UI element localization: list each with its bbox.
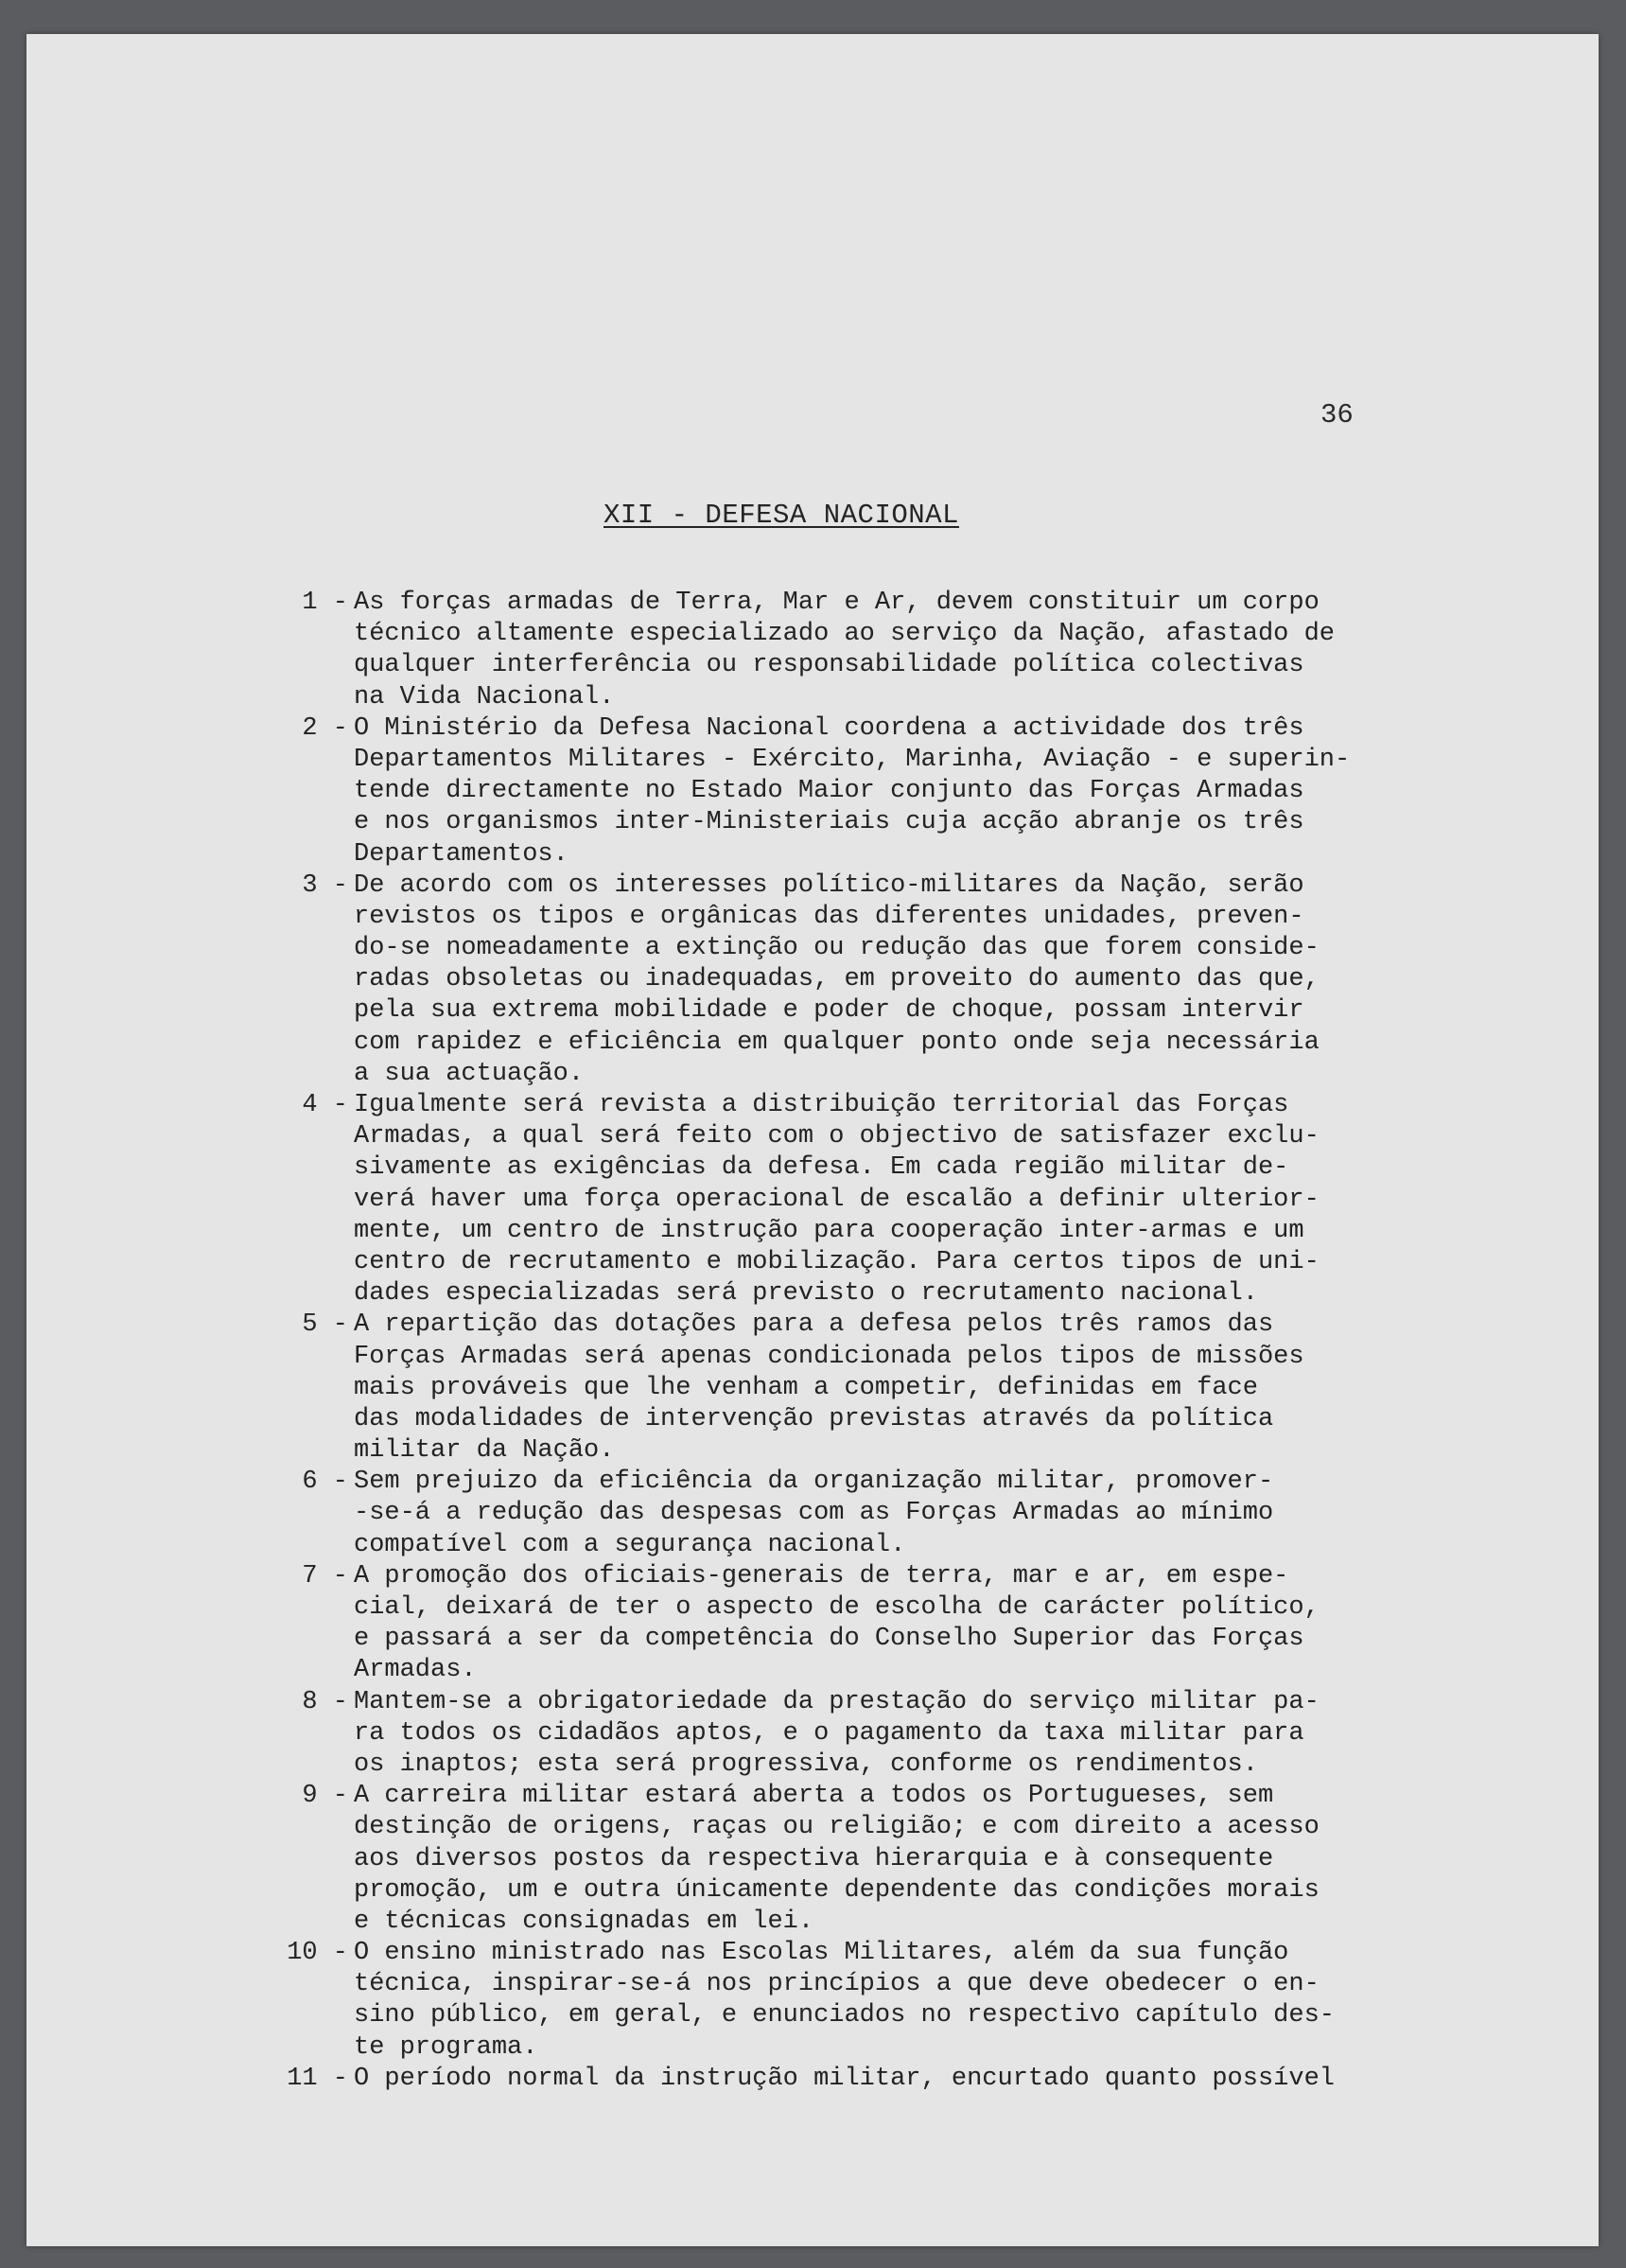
text-line: cial, deixará de ter o aspecto de escolha de carácter político, xyxy=(354,1593,1320,1622)
text-line: A promoção dos oficiais-generais de terra, mar e ar, em espe- xyxy=(354,1561,1289,1591)
list-item xyxy=(26,588,1599,713)
text-line: compatível com a segurança nacional. xyxy=(354,1530,906,1559)
list-item xyxy=(26,1687,1599,1782)
item-text xyxy=(354,1687,1599,1782)
text-line: revistos os tipos e orgânicas das diferentes unidades, preven- xyxy=(354,902,1304,931)
text-line: Sem prejuizo da eficiência da organização militar, promover- xyxy=(354,1468,1274,1497)
list-item xyxy=(26,1781,1599,1938)
item-number: 4 - xyxy=(302,1091,348,1119)
text-line: pela sua extrema mobilidade e poder de choque, possam intervir xyxy=(354,996,1304,1026)
text-line: promoção, um e outra únicamente dependente das condições morais xyxy=(354,1875,1320,1905)
text-line: Igualmente será revista a distribuição territorial das Forças xyxy=(354,1091,1289,1119)
list-item xyxy=(26,1467,1599,1561)
text-line: sino público, em geral, e enunciados no respectivo capítulo des- xyxy=(354,2001,1335,2031)
item-text xyxy=(354,1561,1599,1687)
text-line: Departamentos Militares - Exército, Marinha, Aviação - e superin- xyxy=(354,745,1351,774)
item-text xyxy=(354,1090,1599,1310)
text-line: radas obsoletas ou inadequadas, em proveito do aumento das que, xyxy=(354,965,1320,994)
text-line: centro de recrutamento e mobilização. Para certos tipos de uni- xyxy=(354,1247,1320,1276)
item-text xyxy=(354,1467,1599,1561)
text-line: verá haver uma força operacional de escalão a definir ulterior- xyxy=(354,1185,1320,1214)
text-line: ra todos os cidadãos aptos, e o pagamento da taxa militar para xyxy=(354,1718,1304,1748)
text-line: Mantem-se a obrigatoriedade da prestação do serviço militar pa- xyxy=(354,1687,1320,1716)
item-number: 8 - xyxy=(302,1687,348,1716)
text-line: O ensino ministrado nas Escolas Militares, além da sua função xyxy=(354,1939,1289,1968)
text-line: O Ministério da Defesa Nacional coordena a actividade dos três xyxy=(354,713,1304,743)
text-line: técnica, inspirar-se-á nos princípios a que deve obedecer o en- xyxy=(354,1970,1320,1999)
item-number: 6 - xyxy=(302,1468,348,1497)
list-item xyxy=(26,2064,1599,2095)
text-line: destinção de origens, raças ou religião; e com direito a acesso xyxy=(354,1813,1320,1842)
numbered-list xyxy=(26,588,1599,2095)
item-number: 7 - xyxy=(302,1561,348,1591)
item-text xyxy=(354,1310,1599,1467)
item-number: 5 - xyxy=(302,1310,348,1340)
text-line: a sua actuação. xyxy=(354,1059,585,1088)
list-item xyxy=(26,1090,1599,1310)
text-line: e nos organismos inter-Ministeriais cuja acção abranje os três xyxy=(354,808,1304,837)
text-line: A carreira militar estará aberta a todos os Portugueses, sem xyxy=(354,1782,1274,1811)
list-item xyxy=(26,1938,1599,2064)
text-line: Armadas. xyxy=(354,1656,477,1685)
text-line: com rapidez e eficiência em qualquer ponto onde seja necessária xyxy=(354,1028,1320,1057)
text-line: te programa. xyxy=(354,2032,538,2062)
item-number: 10 - xyxy=(287,1939,348,1968)
text-line: sivamente as exigências da defesa. Em cada região militar de- xyxy=(354,1153,1289,1183)
text-line: tende directamente no Estado Maior conjunto das Forças Armadas xyxy=(354,777,1304,806)
text-line: -se-á a redução das despesas com as Forças Armadas ao mínimo xyxy=(354,1499,1274,1528)
text-line: Departamentos. xyxy=(354,839,568,869)
text-line: dades especializadas será previsto o recrutamento nacional. xyxy=(354,1279,1258,1309)
text-line: qualquer interferência ou responsabilidade política colectivas xyxy=(354,651,1304,680)
item-number: 11 - xyxy=(287,2064,348,2093)
text-line: De acordo com os interesses político-militares da Nação, serão xyxy=(354,870,1304,900)
text-line: e passará a ser da competência do Conselho Superior das Forças xyxy=(354,1625,1304,1654)
text-line: os inaptos; esta será progressiva, conforme os rendimentos. xyxy=(354,1749,1258,1779)
text-line: As forças armadas de Terra, Mar e Ar, devem constituir um corpo xyxy=(354,589,1320,617)
text-line: A repartição das dotações para a defesa pelos três ramos das xyxy=(354,1310,1274,1340)
text-line: Forças Armadas será apenas condicionada pelos tipos de missões xyxy=(354,1342,1304,1371)
text-line: mais prováveis que lhe venham a competir, definidas em face xyxy=(354,1373,1258,1402)
list-item xyxy=(26,713,1599,870)
list-item xyxy=(26,1310,1599,1467)
list-item xyxy=(26,870,1599,1090)
item-number: 9 - xyxy=(302,1782,348,1811)
text-line: do-se nomeadamente a extinção ou redução das que forem conside- xyxy=(354,934,1320,963)
item-text xyxy=(354,870,1599,1090)
text-line: na Vida Nacional. xyxy=(354,682,615,712)
item-number: 1 - xyxy=(302,589,348,617)
item-number: 3 - xyxy=(302,870,348,900)
list-item xyxy=(26,1561,1599,1687)
item-text xyxy=(354,713,1599,870)
text-line: aos diversos postos da respectiva hierarquia e à consequente xyxy=(354,1844,1274,1873)
document-page xyxy=(26,34,1599,2246)
item-text xyxy=(354,1781,1599,1938)
page-number: 36 xyxy=(1320,399,1354,431)
text-line: mente, um centro de instrução para cooperação inter-armas e um xyxy=(354,1216,1304,1245)
item-number: 2 - xyxy=(302,713,348,743)
section-heading: XII - DEFESA NACIONAL xyxy=(603,500,959,531)
item-text xyxy=(354,588,1599,713)
item-text xyxy=(354,2064,1599,2095)
item-text xyxy=(354,1938,1599,2064)
text-line: militar da Nação. xyxy=(354,1436,615,1466)
text-line: das modalidades de intervenção previstas através da política xyxy=(354,1404,1274,1433)
text-line: O período normal da instrução militar, encurtado quanto possível xyxy=(354,2064,1335,2093)
text-line: Armadas, a qual será feito com o objectivo de satisfazer exclu- xyxy=(354,1122,1320,1152)
text-line: técnico altamente especializado ao serviço da Nação, afastado de xyxy=(354,620,1335,649)
text-line: e técnicas consignadas em lei. xyxy=(354,1907,814,1936)
